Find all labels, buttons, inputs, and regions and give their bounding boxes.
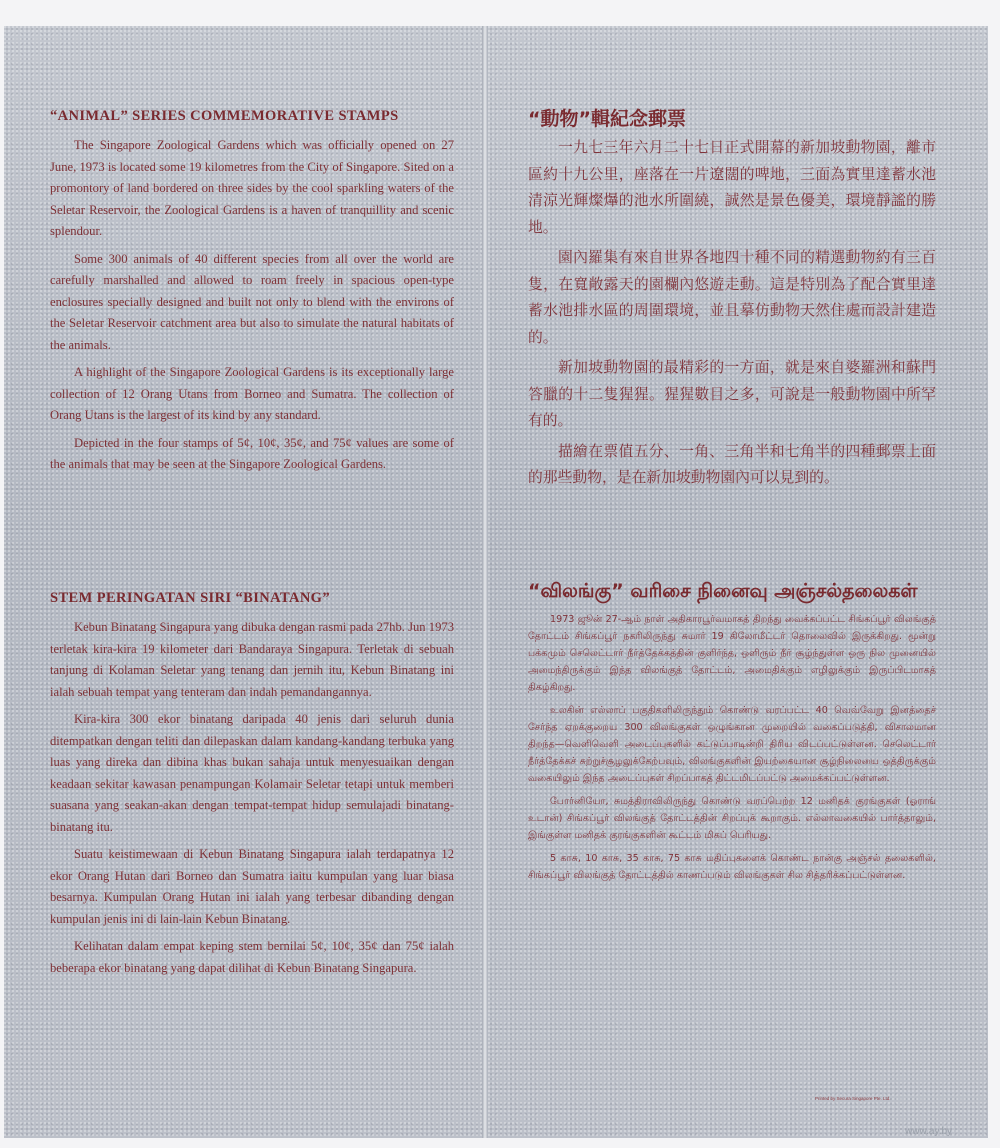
chinese-title: “動物”輯紀念郵票: [528, 108, 686, 130]
watermark: www.ay.by: [905, 1126, 953, 1137]
english-paragraph: The Singapore Zoological Gardens which was officially opened on 27 June, 1973 is located some 19 kilometres from the City of Singapore. Sited on a promontory of land bordered on three sides by the cool sparkling waters of the Seletar Reservoir, the Zoological Gardens is a haven of tranquillity and scenic splendour.: [50, 138, 454, 238]
tamil-title: “விலங்கு” வரிசை நினைவு அஞ்சல்தலைகள்: [528, 580, 918, 602]
english-paragraph: Some 300 animals of 40 different species from all over the world are carefully marshalled and allowed to roam freely in spacious open-type enclosures specially designed and built not only to blend with the environs of the Seletar Reservoir catchment area but also to simulate the natural habitats of the animals.: [50, 251, 454, 352]
english-paragraph: A highlight of the Singapore Zoological Gardens is its exceptionally large collection of 12 Orang Utans from Borneo and Sumatra. The collection of Orang Utans is the largest of its kind by any standard.: [50, 365, 454, 422]
tamil-paragraph: உலகின் எல்லாப் பகுதிகளிலிருந்தும் கொண்டு வரப்பட்ட 40 வெவ்வேறு இனத்தைச் சேர்ந்த ஏறக்குறைய 300 விலங்குகள் ஒழுங்கான முறையில் வகைப்படுத்தி, விசாலமான திறந்த—வெளிவெளி அடைப்புகளில் கட்டுப்பாடின்றி திரிய விடப்பட்டுள்ளன. செலெட்டார் நீர்த்தேக்கச் சுற்றுச்சூழலுக்கேற்பவும், விலங்குகளின் இயற்கையான சூழ்நிலையை ஒத்திருக்கும் வகையிலும் இந்த அடைப்புகள் சிறப்பாகத் திட்டமிடப்பட்டு அமைக்கப்பட்டுள்ளன.: [528, 705, 936, 784]
malay-paragraph: Kebun Binatang Singapura yang dibuka dengan rasmi pada 27hb. Jun 1973 terletak kira-kira 19 kilometer dari Bandaraya Singapura. Terletak di sebuah tanjung di Kolaman Seletar yang tenang dan jernih itu, Kebun Binatang ini ialah sebuah tempat yang tenteram dan indah pemandangannya.: [50, 620, 454, 699]
printer-imprint: Printed by Secura Singapore Pte. Ltd.: [815, 1096, 891, 1101]
english-section: [50, 108, 454, 482]
chinese-section: [528, 104, 936, 496]
malay-paragraph: Kelihatan dalam empat keping stem bernilai 5¢, 10¢, 35¢ dan 75¢ ialah beberapa ekor binatang yang dapat dilihat di Kebun Binatang Singapura.: [50, 939, 454, 975]
chinese-paragraph: 一九七三年六月二十七日正式開幕的新加坡動物園，離市區約十九公里，座落在一片遼闊的啤地，三面為實里達蓄水池清涼光輝燦爗的池水所圍繞，誠然是景色優美，環境靜謐的勝地。: [528, 139, 936, 236]
malay-section: [50, 590, 454, 985]
tamil-paragraph: 5 காசு, 10 காசு, 35 காசு, 75 காசு மதிப்புகளைக் கொண்ட நான்கு அஞ்சல் தலைகளில், சிங்கப்பூர் விலங்குத் தோட்டத்தில் காணப்படும் விலங்குகள் சில சித்தரிக்கப்பட்டுள்ளன.: [528, 853, 936, 881]
chinese-paragraph: 園內羅集有來自世界各地四十種不同的精選動物約有三百隻，在寬敞露天的園欄內悠遊走動。這是特別為了配合實里達蓄水池排水區的周圍環境，並且摹仿動物天然住處而設計建造的。: [528, 249, 936, 346]
tamil-section: [528, 580, 936, 890]
tamil-paragraph: 1973 ஜூன் 27-ஆம் நாள் அதிகாரபூர்வமாகத் திறந்து வைக்கப்பட்ட சிங்கப்பூர் விலங்குத் தோட்டம் சிங்கப்பூர் நகரிலிருந்து சுமார் 19 கிலோமீட்டர் தொலைவில் இருக்கிறது. மூன்று பக்கமும் செலெட்டார் நீர்த்தேக்கத்தின் குளிர்ந்த, ஒளிரும் நீர் சூழ்ந்துள்ள ஒரு நில முனையில் அமைந்திருக்கும் இந்த விலங்குத் தோட்டம், அமைதிக்கும் எழிலுக்கும் இருப்பிடமாகத் திகழ்கிறது.: [528, 614, 936, 693]
english-title: “ANIMAL” SERIES COMMEMORATIVE STAMPS: [50, 108, 399, 124]
malay-paragraph: Suatu keistimewaan di Kebun Binatang Singapura ialah terdapatnya 12 ekor Orang Hutan dari Borneo dan Sumatra iaitu kumpulan yang luar biasa besarnya. Kumpulan Orang Hutan ini ialah yang terbesar dibanding dengan kumpulan jenis ini di lain-lain Kebun Binatang.: [50, 847, 454, 926]
english-paragraph: Depicted in the four stamps of 5¢, 10¢, 35¢, and 75¢ values are some of the animals that may be seen at the Singapore Zoological Gardens.: [50, 435, 454, 471]
chinese-paragraph: 描繪在票值五分、一角、三角半和七角半的四種郵票上面的那些動物，是在新加坡動物園內可以見到的。: [528, 442, 936, 486]
tamil-paragraph: போர்னியோ, சுமத்திராவிலிருந்து கொண்டு வரப்பெற்ற 12 மனிதக் குரங்குகள் (ஓராங் உடான்) சிங்கப்பூர் விலங்குத் தோட்டத்தின் சிறப்புக் கூறாகும். எல்லாவகையில் பார்த்தாலும், இங்குள்ள மனிதக் குரங்குகளின் கூட்டம் மிகப் பெரியது.: [528, 796, 936, 841]
malay-paragraph: Kira-kira 300 ekor binatang daripada 40 jenis dari seluruh dunia ditempatkan dengan teliti dan dilepaskan dalam kandang-kandang terbuka yang luas yang direka dan dibina khas bukan sahaja untuk menyesuaikan dengan keadaan sekitar kawasan penampungan Kolamair Seletar tetapi untuk memberi suasana yang seakan-akan dengan tempat-tempat hidup semulajadi binatang-binatang itu.: [50, 712, 454, 834]
chinese-paragraph: 新加坡動物園的最精彩的一方面，就是來自婆羅洲和蘇門答臘的十二隻猩猩。猩猩數目之多，可說是一般動物園中所罕有的。: [528, 359, 936, 429]
malay-title: STEM PERINGATAN SIRI “BINATANG”: [50, 590, 331, 606]
